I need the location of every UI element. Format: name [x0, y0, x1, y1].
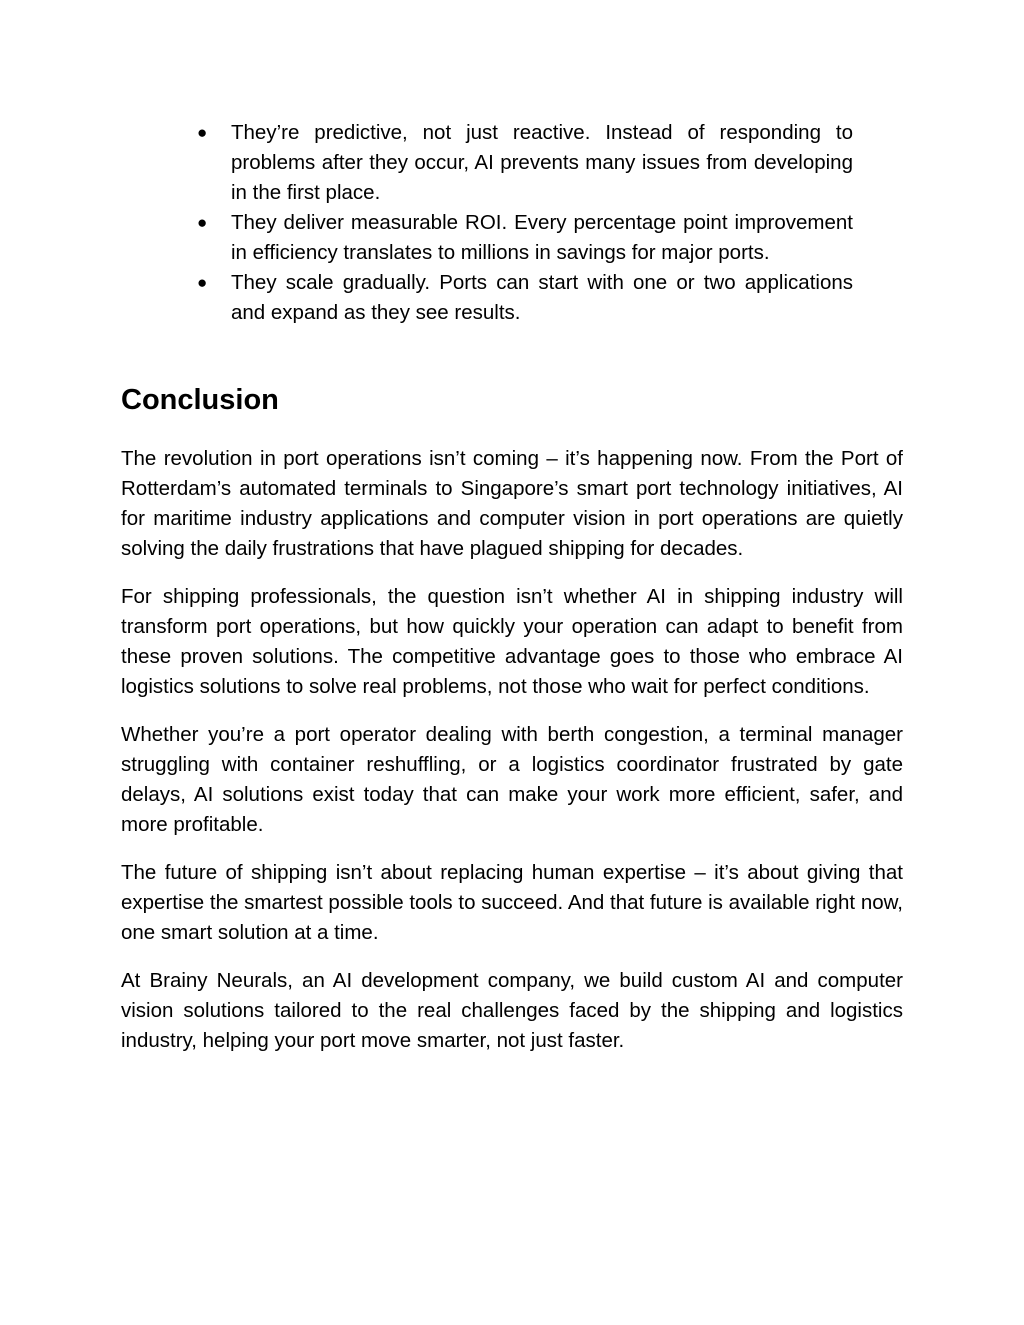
bullet-item	[195, 268, 853, 328]
bullet-text: They scale gradually. Ports can start with one or two applications and expand as they see results.	[231, 271, 853, 324]
conclusion-heading: Conclusion	[121, 384, 279, 416]
paragraph: Whether you’re a port operator dealing with berth congestion, a terminal manager struggling with container reshuffling, or a logistics coordinator frustrated by gate delays, AI solutions exist today that can make your work more efficient, safer, and more profitable.	[121, 723, 903, 836]
bullet-text: They deliver measurable ROI. Every percentage point improvement in efficiency translates to millions in savings for major ports.	[231, 211, 853, 264]
bullet-item	[195, 118, 853, 208]
bullet-icon: ●	[197, 123, 208, 142]
paragraph: For shipping professionals, the question isn’t whether AI in shipping industry will transform port operations, but how quickly your operation can adapt to benefit from these proven solutions. The competitive advantage goes to those who embrace AI logistics solutions to solve real problems, not those who wait for perfect conditions.	[121, 585, 903, 698]
conclusion-body	[121, 444, 903, 1074]
bullet-item	[195, 208, 853, 268]
paragraph: The revolution in port operations isn’t coming – it’s happening now. From the Port of Rotterdam’s automated terminals to Singapore’s smart port technology initiatives, AI for maritime industry applications and computer vision in port operations are quietly solving the daily frustrations that have plagued shipping for decades.	[121, 447, 903, 560]
paragraph: The future of shipping isn’t about replacing human expertise – it’s about giving that expertise the smartest possible tools to succeed. And that future is available right now, one smart solution at a time.	[121, 861, 903, 944]
benefits-bullet-list	[195, 118, 853, 328]
bullet-icon: ●	[197, 273, 208, 292]
bullet-icon: ●	[197, 213, 208, 232]
paragraph: At Brainy Neurals, an AI development company, we build custom AI and computer vision solutions tailored to the real challenges faced by the shipping and logistics industry, helping your port move smarter, not just faster.	[121, 969, 903, 1052]
bullet-text: They’re predictive, not just reactive. Instead of responding to problems after they occur, AI prevents many issues from developing in the first place.	[231, 121, 853, 204]
